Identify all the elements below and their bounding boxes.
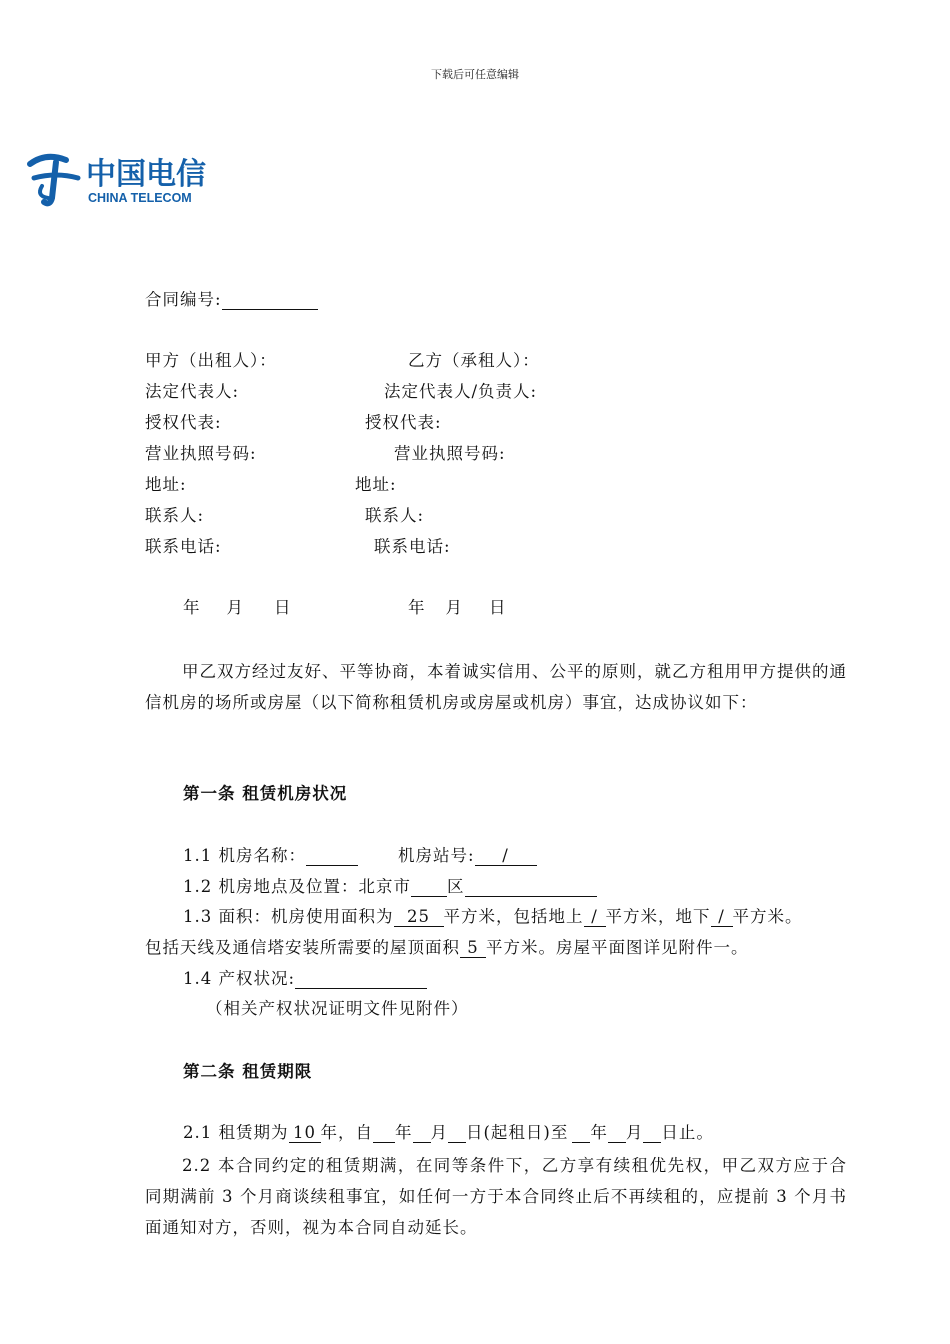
usable-area-value[interactable]: 25 <box>394 908 444 927</box>
location-blank[interactable] <box>465 878 597 897</box>
party-b-date: 年 月 日 <box>408 598 507 617</box>
clause-1-4-note: （相关产权状况证明文件见附件） <box>206 999 469 1018</box>
party-a-license: 营业执照号码: <box>145 444 257 463</box>
room-station-no-blank[interactable]: / <box>475 847 537 866</box>
party-a-legal-rep: 法定代表人: <box>145 382 240 401</box>
party-a-authorized-rep: 授权代表: <box>145 413 222 432</box>
svg-text:中国电信: 中国电信 <box>86 157 206 192</box>
start-day-blank[interactable] <box>448 1124 466 1143</box>
room-name-blank[interactable] <box>306 847 358 866</box>
lease-years-value[interactable]: 10 <box>289 1124 321 1143</box>
party-b-authorized-rep: 授权代表: <box>365 413 442 432</box>
clause-1-1: 1.1 机房名称： 机房站号: / <box>183 845 537 867</box>
start-month-blank[interactable] <box>413 1124 431 1143</box>
end-day-blank[interactable] <box>643 1124 661 1143</box>
party-a-address: 地址: <box>145 475 187 494</box>
article-1-title: 第一条 租赁机房状况 <box>183 784 348 803</box>
party-b-title: 乙方（承租人）： <box>408 351 540 370</box>
contract-number-line <box>145 289 318 311</box>
end-year-blank[interactable] <box>572 1124 590 1143</box>
party-a-date: 年 月 日 <box>183 598 292 617</box>
clause-1-3: 1.3 面积：机房使用面积为 25 平方米，包括地上 / 平方米，地下 / 平方米。 <box>183 907 803 926</box>
above-ground-area-value[interactable]: / <box>584 908 606 927</box>
page-header-note: 下载后可任意编辑 <box>431 68 519 81</box>
svg-text:CHINA TELECOM: CHINA TELECOM <box>88 191 192 205</box>
clause-2-2: 2.2 本合同约定的租赁期满，在同等条件下，乙方享有续租优先权，甲乙双方应于合同期满前 3 个月商谈续租事宜，如任何一方于本合同终止后不再续租的，应提前 3 个月书面通知对方，否则，视为本合同自动延长。 <box>145 1156 847 1237</box>
below-ground-area-value[interactable]: / <box>711 908 733 927</box>
roof-area-value[interactable]: 5 <box>460 939 486 958</box>
clause-1-2: 1.2 机房地点及位置：北京市 区 <box>183 876 597 898</box>
party-b-contact: 联系人: <box>365 506 425 525</box>
party-b-legal-rep: 法定代表人/负责人: <box>384 382 538 401</box>
contract-number-blank[interactable] <box>222 291 318 310</box>
party-a-phone: 联系电话: <box>145 537 222 556</box>
clause-1-3-continued: 包括天线及通信塔安装所需要的屋顶面积 5 平方米。房屋平面图详见附件一。 <box>145 938 749 957</box>
party-a-contact: 联系人: <box>145 506 205 525</box>
clause-2-1: 2.1 租赁期为 10 年，自 年 月 日(起租日)至 年 月 日止。 <box>183 1123 714 1142</box>
district-blank[interactable] <box>411 878 447 897</box>
contract-number-label: 合同编号: <box>145 290 222 309</box>
party-b-phone: 联系电话: <box>374 537 451 556</box>
china-telecom-logo <box>26 148 216 208</box>
intro-paragraph: 甲乙双方经过友好、平等协商，本着诚实信用、公平的原则，就乙方租用甲方提供的通信机房的场所或房屋（以下简称租赁机房或房屋或机房）事宜，达成协议如下： <box>145 662 847 712</box>
party-b-license: 营业执照号码: <box>394 444 506 463</box>
article-2-title: 第二条 租赁期限 <box>183 1062 313 1081</box>
party-a-title: 甲方（出租人）： <box>145 351 277 370</box>
start-year-blank[interactable] <box>373 1124 395 1143</box>
party-b-address: 地址: <box>355 475 397 494</box>
end-month-blank[interactable] <box>608 1124 626 1143</box>
property-status-blank[interactable] <box>295 970 427 989</box>
clause-1-4: 1.4 产权状况: <box>183 968 427 990</box>
